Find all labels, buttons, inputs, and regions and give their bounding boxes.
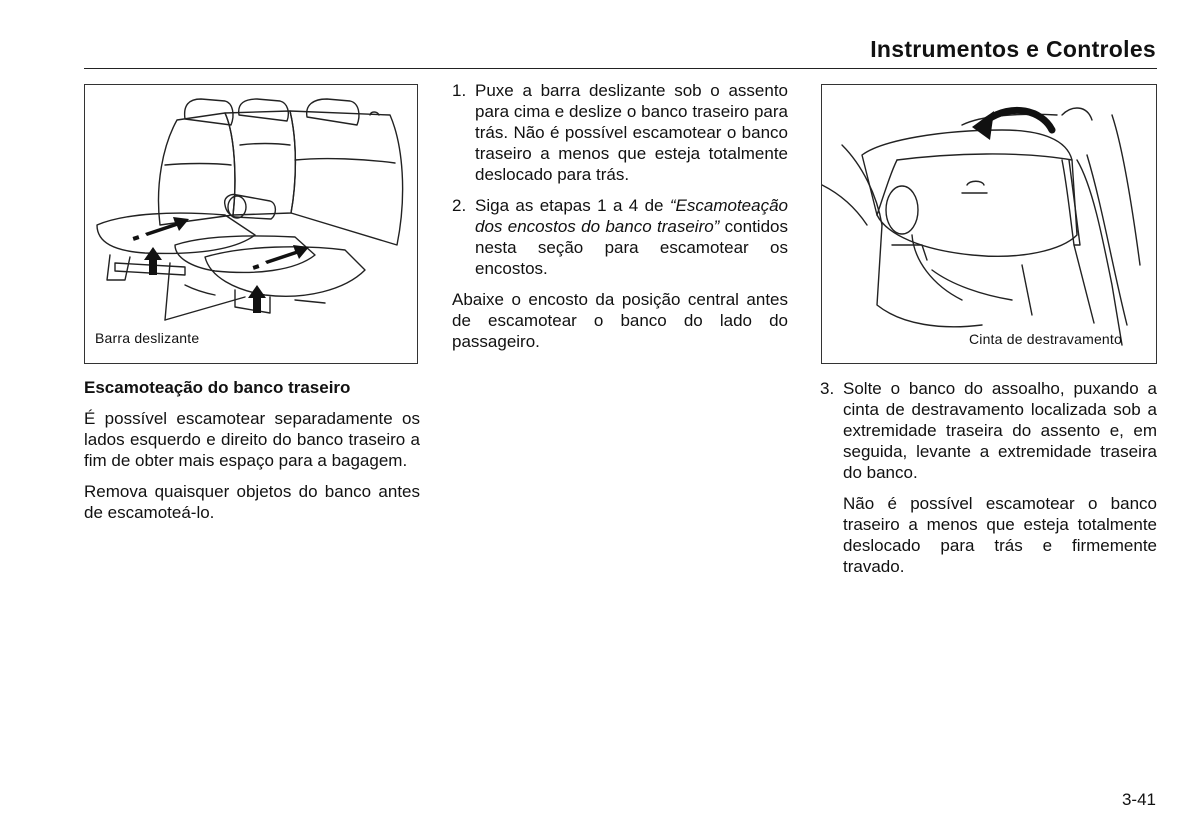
figure-caption-release-strap: Cinta de destravamento (968, 331, 1122, 347)
paragraph: Não é possível escamotear o banco traseiro a menos que esteja totalmente deslocado para trás e firmemente travado. (843, 494, 1157, 576)
paragraph: Remova quaisquer objetos do banco antes de escamoteá-lo. (84, 482, 420, 522)
step-text: Solte o banco do assoalho, puxando a cinta de destravamento localizada sob a extremidade traseira do assento e, em seguida, levante a extremidade traseira do banco. (843, 379, 1157, 482)
step-number: 2. (452, 196, 467, 215)
step-number: 1. (452, 81, 467, 100)
step-text (475, 195, 788, 279)
step-item (820, 378, 1157, 483)
step-text-part: contidos nesta seção para escamotear os encostos. (475, 217, 788, 278)
page-title: Instrumentos e Controles (870, 36, 1156, 62)
right-column (820, 378, 1157, 587)
header-rule (84, 68, 1157, 69)
step-text: Puxe a barra deslizante sob o assento para cima e deslize o banco traseiro para trás. Não é possível escamotear o banco traseiro a menos que esteja totalmente deslocado para trás. (475, 81, 788, 184)
figure-caption-slide-bar: Barra deslizante (95, 330, 200, 346)
page-number: 3-41 (1121, 790, 1156, 809)
paragraph: Abaixe o encosto da posição central antes de escamotear o banco do lado do passageiro. (452, 290, 788, 351)
left-column (84, 377, 420, 533)
section-heading: Escamoteação do banco traseiro (84, 378, 351, 397)
step-text-part: Siga as etapas 1 a 4 de (475, 196, 670, 215)
step-item (452, 195, 788, 279)
step-item (452, 80, 788, 185)
figure-release-strap (821, 84, 1157, 364)
cross-reference: “Escamoteação dos encostos do banco traseiro” (475, 196, 788, 236)
release-strap-illustration (822, 85, 1158, 365)
paragraph: É possível escamotear separadamente os lados esquerdo e direito do banco traseiro a fim de obter mais espaço para a bagagem. (84, 409, 420, 470)
figure-rear-seat (84, 84, 418, 364)
middle-column (452, 80, 788, 362)
step-number: 3. (820, 379, 835, 398)
rear-seat-illustration (85, 85, 419, 365)
